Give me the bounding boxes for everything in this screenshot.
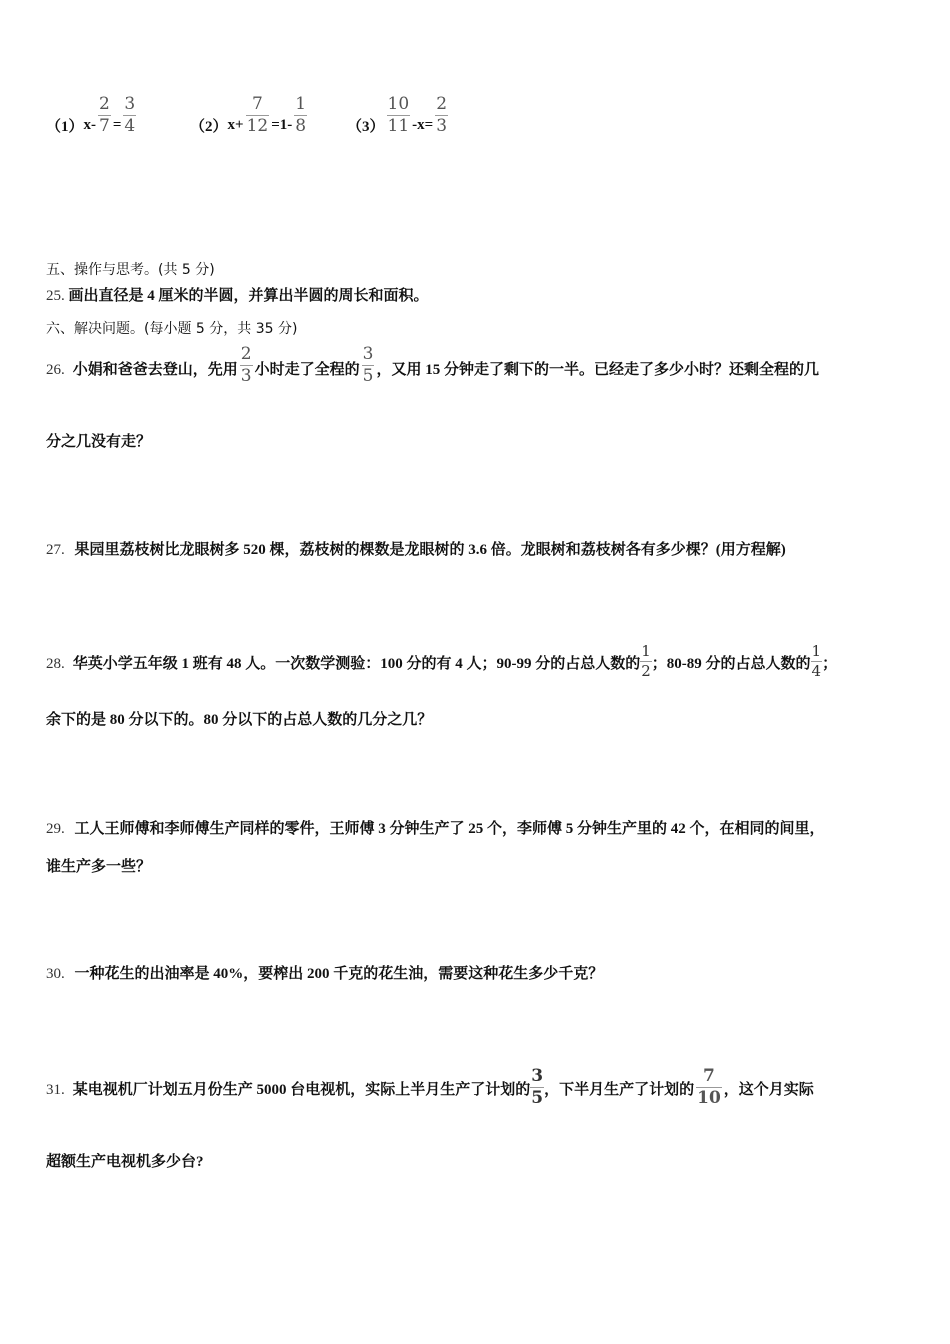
equation-text: =1- (271, 117, 293, 133)
fraction: $\frac{7}{12}$ (246, 94, 269, 136)
equation-text: = (112, 117, 122, 133)
question-text: ，又用 15 分钟走了剩下的一半。已经走了多少小时？还剩全程的几 (376, 362, 819, 378)
question-text: 工人王师傅和李师傅生产同样的零件，王师傅 3 分钟生产了 25 个，李师傅 5 分钟生产里的 42 个，在相同的间里， (74, 821, 825, 837)
question-27 (46, 540, 786, 560)
fraction: $\frac{2}{7}$ (99, 94, 110, 136)
question-29 (46, 819, 825, 839)
question-26-continued: 分之几没有走？ (46, 434, 152, 450)
question-text: ，下半月生产了计划的 (544, 1082, 695, 1098)
fraction: $\frac{10}{11}$ (387, 94, 410, 136)
section-heading-5: 五、操作与思考。(共 5 分) (46, 262, 215, 278)
fraction: $\frac{3}{4}$ (124, 94, 136, 136)
fraction: $\frac{7}{10}$ (697, 1066, 721, 1108)
question-30 (46, 964, 603, 984)
fraction: $\frac{1}{4}$ (811, 642, 822, 680)
question-number: 29. (46, 821, 65, 837)
equation-text: x- (83, 117, 97, 133)
section-heading-6: 六、解决问题。(每小题 5 分，共 35 分) (46, 321, 298, 337)
equation-label: （3） (347, 119, 385, 135)
equation-text: x+ (227, 117, 244, 133)
question-text: ；80-89 分的占总人数的 (651, 656, 811, 672)
equation-label: （1） (46, 119, 84, 135)
question-text: 果园里荔枝树比龙眼树多 520 棵，荔枝树的棵数是龙眼树的 3.6 倍。龙眼树和荔枝树各有多少棵？(用方程解) (74, 542, 786, 558)
question-text: 小时走了全程的 (254, 362, 360, 378)
equation-3 (347, 94, 450, 145)
question-text: ； (822, 656, 838, 672)
question-text: ，这个月实际 (723, 1082, 814, 1098)
fraction: $\frac{1}{2}$ (641, 642, 651, 680)
equation-2 (190, 94, 309, 145)
question-text: 一种花生的出油率是 40%，要榨出 200 千克的花生油，需要这种花生多少千克？ (74, 966, 604, 982)
question-number: 25. (46, 288, 65, 304)
question-text: 某电视机厂计划五月份生产 5000 台电视机，实际上半月生产了计划的 (72, 1082, 531, 1098)
question-number: 26. (46, 362, 65, 378)
question-26 (46, 346, 819, 385)
question-31-continued: 超额生产电视机多少台? (46, 1154, 204, 1170)
fraction: $\frac{3}{5}$ (362, 344, 374, 386)
fraction: $\frac{2}{3}$ (436, 94, 448, 136)
question-text: 画出直径是 4 厘米的半圆，并算出半圆的周长和面积。 (68, 288, 429, 304)
fraction: $\frac{2}{3}$ (240, 344, 252, 386)
question-number: 27. (46, 542, 65, 558)
question-number: 28. (46, 656, 65, 672)
equation-1 (46, 94, 138, 145)
question-text: 华英小学五年级 1 班有 48 人。一次数学测验：100 分的有 4 人；90-99 分的占总人数的 (72, 656, 641, 672)
question-28 (46, 644, 837, 679)
fraction: $\frac{1}{8}$ (295, 94, 307, 136)
question-29-continued: 谁生产多一些？ (46, 859, 152, 875)
question-number: 30. (46, 966, 65, 982)
question-number: 31. (46, 1082, 65, 1098)
question-28-continued: 余下的是 80 分以下的。80 分以下的占总人数的几分之几？ (46, 712, 433, 728)
equation-label: （2） (190, 119, 228, 135)
question-25 (46, 286, 429, 306)
fraction: $\frac{3}{5}$ (531, 1066, 544, 1108)
question-31 (46, 1068, 814, 1107)
equation-text: -x= (412, 117, 434, 133)
question-text: 小娟和爸爸去登山，先用 (72, 362, 238, 378)
